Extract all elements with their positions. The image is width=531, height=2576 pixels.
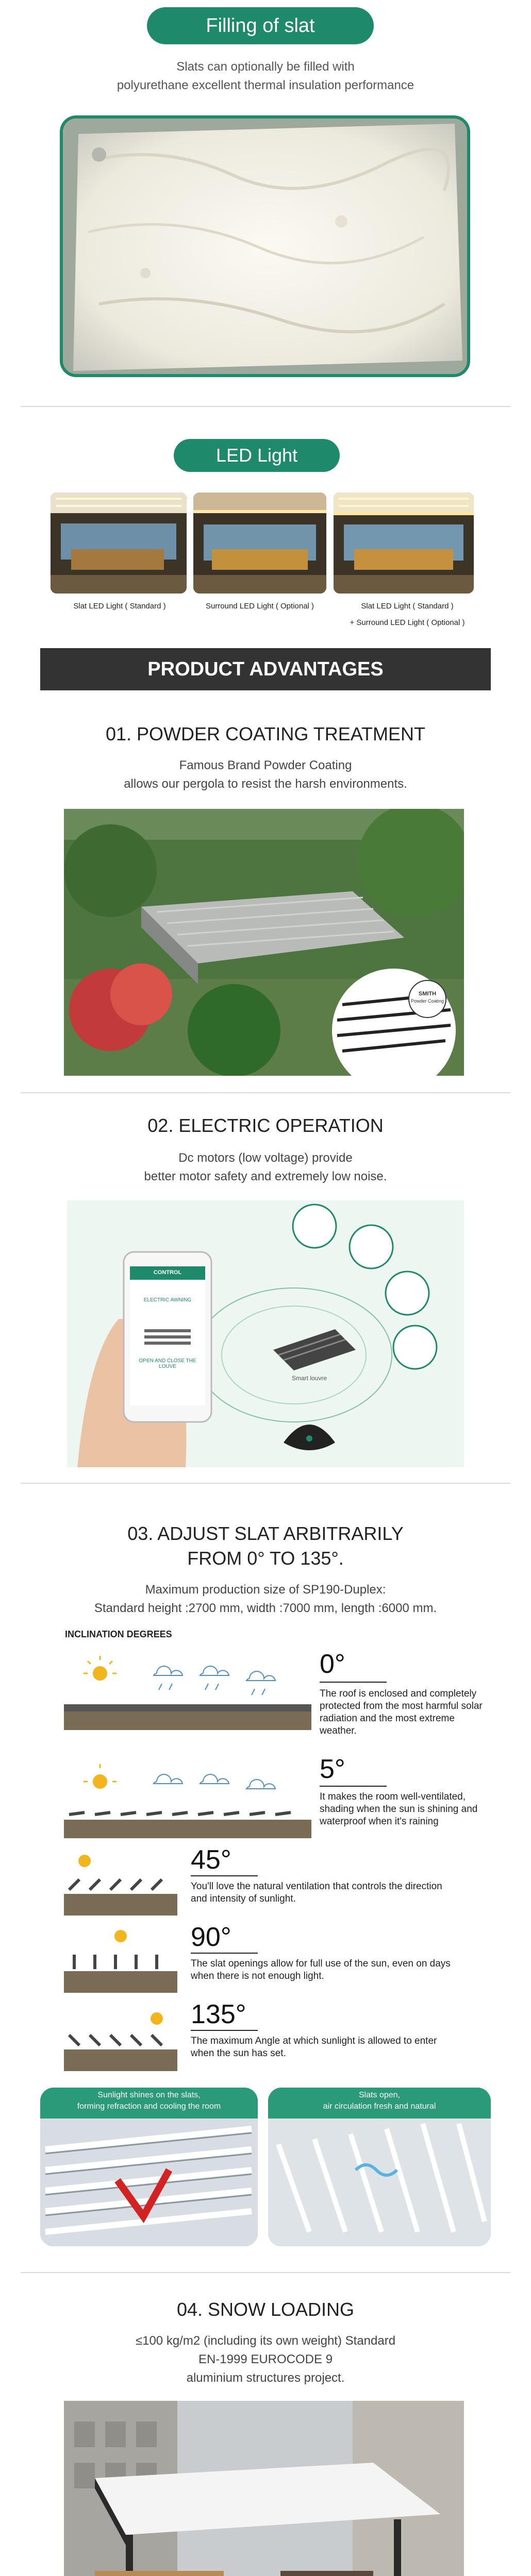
electric-line-2: better motor safety and extremely low noise. [144,1170,387,1183]
divider-1 [21,406,510,407]
electric-line-1: Dc motors (low voltage) provide [178,1151,353,1165]
deg-135-text: The maximum Angle at which sunlight is allowed to enter when the sun has set. [191,2036,437,2059]
phone-label-2: OPEN AND CLOSE THE LOUVE [139,1358,196,1369]
led-pill: LED Light [174,439,340,472]
foam-slat-image [60,115,470,377]
phone-label-1: ELECTRIC AWNING [143,1297,192,1303]
diagram-135deg [64,2004,177,2071]
powder-badge-text: Powder Coating [410,998,444,1004]
led-caption-1: Slat LED Light ( Standard ) [73,602,166,611]
deg-5-underline [320,1786,387,1787]
deg-5-text: It makes the room well-ventilated, shading when the sun is shining and waterproof when it's raining [320,1791,478,1827]
phone-header: CONTROL [153,1269,182,1276]
deg-45-underline [191,1875,258,1876]
deg-90-underline [191,1953,258,1954]
diagram-0deg [64,1653,311,1730]
deg-45-text: You'll love the natural ventilation that controls the direction and intensity of sunlight. [191,1881,442,1904]
powder-badge [408,980,446,1018]
filling-pill: Filling of slat [147,7,374,44]
led-image-both [334,493,474,594]
snow-line-3: aluminium structures project. [186,2371,345,2385]
advantages-banner: PRODUCT ADVANTAGES [40,648,491,690]
deg-135-underline [191,2030,258,2031]
inclination-label: INCLINATION DEGREES [65,1629,172,1639]
panel-left-caption-2: forming refraction and cooling the room [77,2102,221,2111]
deg-0-underline [320,1682,387,1683]
divider-3 [21,1483,510,1484]
deg-0-value: 0° [320,1649,345,1679]
snow-title: 04. SNOW LOADING [176,2299,355,2320]
powder-line-1: Famous Brand Powder Coating [179,758,352,772]
filling-desc-1: Slats can optionally be filled with [176,60,355,74]
led-caption-3b: + Surround LED Light ( Optional ) [350,618,465,627]
adjust-line-2: Standard height :2700 mm, width :7000 mm, length :6000 mm. [94,1601,437,1615]
led-caption-3: Slat LED Light ( Standard ) [361,602,454,611]
diagram-45deg [64,1849,177,1916]
slat-panel-left [40,2088,258,2246]
powder-line-2: allows our pergola to resist the harsh environments. [124,777,407,791]
panel-left-caption-1: Sunlight shines on the slats, [97,2091,201,2099]
led-image-slat [51,493,187,594]
deg-135-value: 135° [191,1999,246,2029]
panel-right-caption-1: Slats open, [358,2091,401,2099]
adjust-title-1: 03. ADJUST SLAT ARBITRARILY [127,1523,404,1544]
deg-90-text: The slat openings allow for full use of the sun, even on days when there is not enough light. [191,1958,451,1981]
panel-right-caption-2: air circulation fresh and natural [323,2102,436,2111]
filling-desc-2: polyurethane excellent thermal insulation performance [117,78,414,92]
snow-line-2: EN-1999 EUROCODE 9 [198,2352,333,2366]
electric-control-image [67,1200,464,1467]
deg-0-text: The roof is enclosed and completely protected from the most harmful solar radiation and the most extreme weather. [320,1688,483,1736]
divider-4 [21,2272,510,2273]
adjust-line-1: Maximum production size of SP190-Duplex: [145,1583,386,1597]
diagram-5deg [64,1761,311,1838]
adjust-title-2: FROM 0° TO 135°. [187,1548,344,1569]
powder-title: 01. POWDER COATING TREATMENT [105,723,426,744]
deg-45-value: 45° [191,1845,231,1875]
deg-90-value: 90° [191,1922,231,1952]
snow-line-1: ≤100 kg/m2 (including its own weight) Standard [135,2334,396,2348]
led-image-surround [193,493,326,594]
smart-louvre-label: Smart louvre [291,1375,327,1382]
powder-pergola-image [64,809,464,1076]
led-caption-2: Surround LED Light ( Optional ) [205,602,314,611]
electric-title: 02. ELECTRIC OPERATION [147,1115,384,1136]
divider-2 [21,1092,510,1093]
deg-5-value: 5° [320,1754,345,1784]
slat-panel-right [268,2088,491,2246]
powder-badge-brand: SMITH [418,991,437,997]
diagram-90deg [64,1926,177,1993]
snow-pergola-image [64,2401,464,2576]
